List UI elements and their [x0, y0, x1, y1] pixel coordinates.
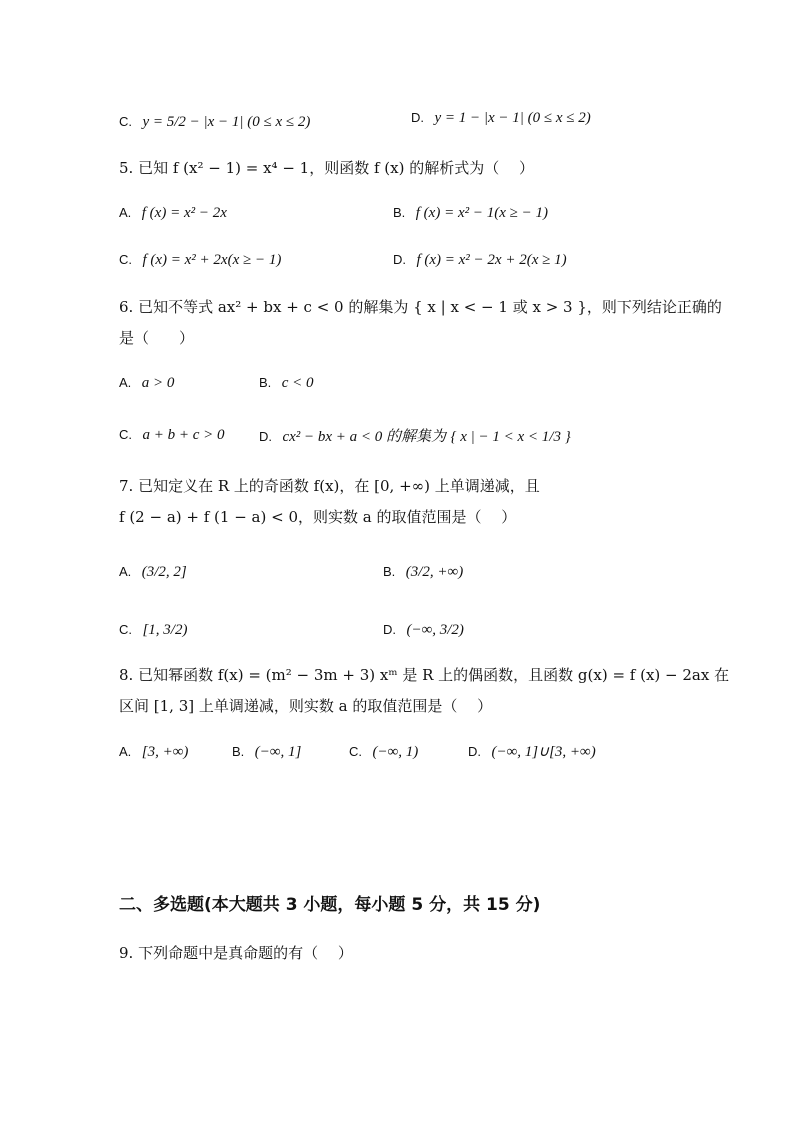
section-heading: 二、多选题(本大题共 3 小题，每小题 5 分，共 15 分) [119, 895, 541, 915]
q5-option-c [119, 250, 281, 270]
option-expression: (3/2, 2] [141, 564, 187, 580]
option-label: B. [393, 205, 406, 220]
q9-stem: 9. 下列命题中是真命题的有（ ） [119, 944, 353, 962]
option-expression: a > 0 [141, 375, 175, 391]
option-expression: (−∞, 1) [372, 744, 419, 760]
option-expression-prefix: cx² − bx + a < 0 的解集为 [282, 429, 447, 445]
q7-stem-line2: f (2 − a) + f (1 − a) < 0，则实数 a 的取值范围是（ ） [119, 508, 517, 526]
q4-option-c [119, 112, 310, 132]
q8-option-b [232, 742, 301, 762]
option-label: A. [119, 205, 132, 220]
option-label: C. [119, 114, 132, 129]
q7-option-b [383, 562, 463, 582]
option-expression: (−∞, 1] [254, 744, 302, 760]
option-label: D. [393, 252, 406, 267]
option-label: A. [119, 564, 132, 579]
option-expression: (3/2, +∞) [405, 564, 464, 580]
q7-option-d [383, 620, 464, 640]
option-label: C. [349, 744, 362, 759]
option-expression: (−∞, 1]∪[3, +∞) [491, 744, 596, 760]
q5-stem: 5. 已知 f (x² − 1) = x⁴ − 1，则函数 f (x) 的解析式为（ ） [119, 159, 535, 177]
option-expression: [1, 3/2) [142, 622, 188, 638]
option-label: B. [383, 564, 396, 579]
option-label: B. [259, 375, 272, 390]
q8-option-a [119, 742, 188, 762]
option-label: D. [259, 429, 272, 444]
q8-option-d [468, 742, 596, 762]
option-expression: y = 5/2 − |x − 1| (0 ≤ x ≤ 2) [142, 114, 311, 130]
option-expression: a + b + c > 0 [142, 427, 225, 443]
option-expression: [3, +∞) [141, 744, 189, 760]
q6-option-d [259, 427, 571, 447]
q5-option-a [119, 203, 227, 223]
q8-option-c [349, 742, 418, 762]
option-label: A. [119, 744, 132, 759]
option-label: C. [119, 622, 132, 637]
option-expression: f (x) = x² − 2x + 2(x ≥ 1) [416, 252, 567, 268]
option-label: D. [411, 110, 424, 125]
q6-stem-line1: 6. 已知不等式 ax² + bx + c < 0 的解集为 { x | x < − 1 或 x > 3 }，则下列结论正确的 [119, 298, 722, 316]
q6-stem-line2: 是（ ） [119, 329, 195, 347]
q5-option-d [393, 250, 567, 270]
option-expression: y = 1 − |x − 1| (0 ≤ x ≤ 2) [434, 110, 591, 126]
option-expression-set: { x | − 1 < x < 1/3 } [450, 429, 571, 445]
option-label: D. [383, 622, 396, 637]
q8-stem-line2: 区间 [1, 3] 上单调递减，则实数 a 的取值范围是（ ） [119, 697, 493, 715]
option-expression: (−∞, 3/2) [406, 622, 464, 638]
option-label: C. [119, 427, 132, 442]
q8-stem-line1: 8. 已知幂函数 f(x) = (m² − 3m + 3) xᵐ 是 R 上的偶函数，且函数 g(x) = f (x) − 2ax 在 [119, 666, 730, 684]
option-expression: f (x) = x² + 2x(x ≥ − 1) [142, 252, 282, 268]
option-label: B. [232, 744, 245, 759]
q7-option-a [119, 562, 187, 582]
option-expression: c < 0 [281, 375, 314, 391]
option-expression: f (x) = x² − 2x [141, 205, 227, 221]
option-label: C. [119, 252, 132, 267]
option-label: D. [468, 744, 481, 759]
q6-option-b [259, 373, 314, 393]
q5-option-b [393, 203, 548, 223]
q4-option-d [411, 108, 591, 128]
q6-option-a [119, 373, 174, 393]
q7-option-c [119, 620, 187, 640]
q7-stem-line1: 7. 已知定义在 R 上的奇函数 f(x)，在 [0, +∞) 上单调递减，且 [119, 477, 540, 495]
q6-option-c [119, 425, 224, 445]
option-label: A. [119, 375, 132, 390]
option-expression: f (x) = x² − 1(x ≥ − 1) [415, 205, 548, 221]
